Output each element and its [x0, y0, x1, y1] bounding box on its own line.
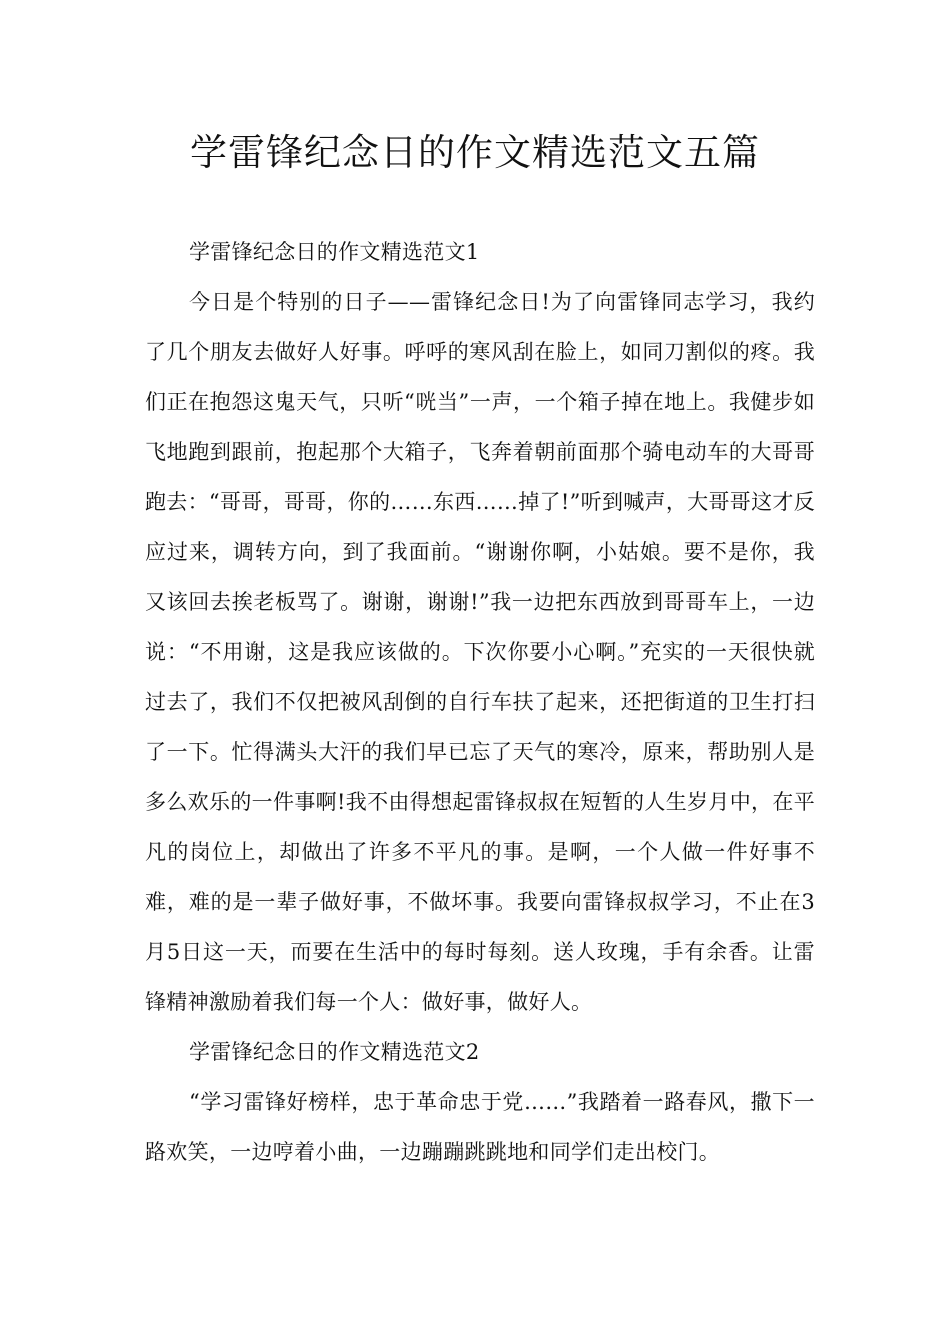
section-heading-1: 学雷锋纪念日的作文精选范文1	[189, 240, 480, 264]
essay-paragraph-2: “学习雷锋好榜样，忠于革命忠于党……”我踏着一路春风，撒下一路欢笑，一边哼着小曲，一边蹦蹦跳跳地和同学们走出校门。	[145, 1090, 815, 1164]
section-heading-2: 学雷锋纪念日的作文精选范文2	[189, 1040, 480, 1064]
document-title: 学雷锋纪念日的作文精选范文五篇	[190, 131, 760, 174]
essay-paragraph-1: 今日是个特别的日子——雷锋纪念日!为了向雷锋同志学习，我约了几个朋友去做好人好事。呼呼的寒风刮在脸上，如同刀割似的疼。我们正在抱怨这鬼天气，只听“咣当”一声，一个箱子掉在地上。我健步如飞地跑到跟前，抱起那个大箱子，飞奔着朝前面那个骑电动车的大哥哥跑去：“哥哥，哥哥，你的……东西……掉了!”听到喊声，大哥哥这才反应过来，调转方向，到了我面前。“谢谢你啊，小姑娘。要不是你，我又该回去挨老板骂了。谢谢，谢谢!”我一边把东西放到哥哥车上，一边说：“不用谢，这是我应该做的。下次你要小心啊。”充实的一天很快就过去了，我们不仅把被风刮倒的自行车扶了起来，还把街道的卫生打扫了一下。忙得满头大汗的我们早已忘了天气的寒冷，原来，帮助别人是多么欢乐的一件事啊!我不由得想起雷锋叔叔在短暂的人生岁月中，在平凡的岗位上，却做出了许多不平凡的事。是啊，一个人做一件好事不难，难的是一辈子做好事，不做坏事。我要向雷锋叔叔学习，不止在3月5日这一天，而要在生活中的每时每刻。送人玫瑰，手有余香。让雷锋精神激励着我们每一个人：做好事，做好人。	[145, 290, 815, 1014]
document-body	[145, 227, 815, 1177]
